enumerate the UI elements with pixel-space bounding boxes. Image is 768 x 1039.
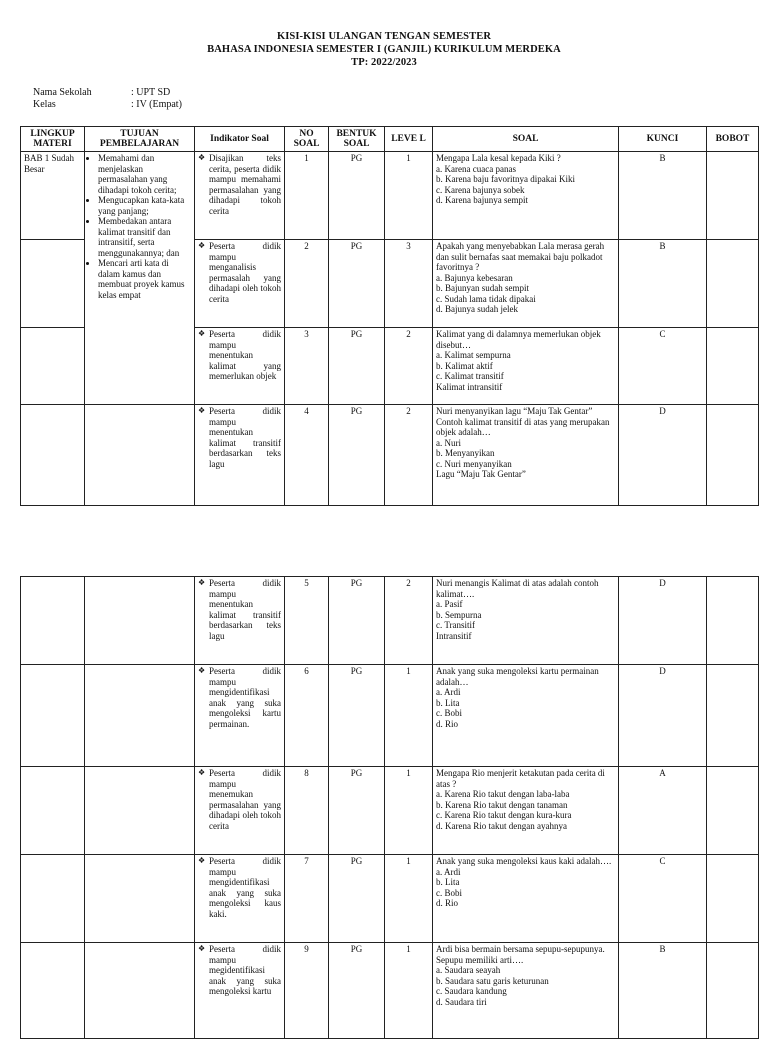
tujuan-pembelajaran-cell [85, 665, 195, 767]
indikator-cell [195, 152, 285, 240]
bentuk-soal-cell: PG [329, 577, 385, 665]
indikator-text: Peserta didik mampu menentukan kalimat yang memerlukan objek [209, 329, 281, 381]
indikator-text: Peserta didik mampu menganalisis permasalah yang dihadapi oleh tokoh cerita [209, 241, 281, 304]
diamond-bullet-icon: ❖ [198, 944, 206, 953]
soal-cell [433, 577, 619, 665]
answer-option: a. Bajunya kebesaran [436, 272, 513, 283]
tujuan-item: • Mencari arti kata di dalam kamus dan membuat proyek kamus kelas empat [98, 258, 191, 300]
kunci-cell: D [619, 577, 707, 665]
diamond-bullet-icon: ❖ [198, 153, 206, 162]
answer-option: c. Karena bajunya sobek [436, 184, 525, 195]
table-row [21, 943, 759, 1039]
kunci-cell: C [619, 328, 707, 405]
diamond-bullet-icon: ❖ [198, 406, 206, 415]
kisi-table-page-2 [20, 576, 759, 1039]
answer-option: b. Karena baju favoritnya dipakai Kiki [436, 174, 575, 184]
title-line-2: BAHASA INDONESIA SEMESTER I (GANJIL) KURIKULUM MERDEKA [207, 44, 561, 55]
answer-option: d. Karena Rio takut dengan ayahnya [436, 820, 567, 831]
indikator-item [198, 578, 281, 641]
answer-option: Lagu “Maju Tak Gentar” [436, 469, 526, 479]
question-stem: Mengapa Rio menjerit ketakutan pada cerita di atas ? [436, 768, 605, 789]
bentuk-soal-cell: PG [329, 767, 385, 855]
indikator-cell [195, 328, 285, 405]
header-soal: SOAL [433, 127, 619, 152]
header-bobot: BOBOT [707, 127, 759, 152]
bentuk-soal-cell: PG [329, 943, 385, 1039]
school-identity [33, 87, 182, 111]
tujuan-pembelajaran-cell [85, 152, 195, 405]
title-line-1: KISI-KISI ULANGAN TENGAN SEMESTER [276, 31, 492, 42]
kunci-cell: B [619, 152, 707, 240]
question-stem: Ardi bisa bermain bersama sepupu-sepupunya. Sepupu memiliki arti…. [436, 944, 605, 965]
table-row [21, 767, 759, 855]
level-cell: 3 [385, 240, 433, 328]
soal-cell [433, 405, 619, 506]
answer-option: a. Nuri [436, 437, 461, 448]
answer-option: b. Sempurna [436, 609, 482, 620]
answer-option: Intransitif [436, 630, 472, 641]
indikator-cell [195, 767, 285, 855]
indikator-text: Peserta didik mampu mengidentifikasi anak yang suka mengoleksi kaus kaki. [209, 856, 281, 919]
header-kunci: KUNCI [619, 127, 707, 152]
table-row [21, 665, 759, 767]
tujuan-item: • Memahami dan menjelaskan permasalahan yang dihadapi tokoh cerita; [98, 153, 191, 195]
answer-option: Kalimat intransitif [436, 381, 503, 392]
question-stem: Apakah yang menyebabkan Lala merasa gerah dan sulit bernafas saat memakai baju polkadot favoritnya ? [436, 241, 605, 272]
bobot-cell [707, 943, 759, 1039]
level-cell: 2 [385, 405, 433, 506]
answer-option: d. Karena bajunya sempit [436, 195, 528, 205]
answer-option: a. Saudara seayah [436, 965, 501, 975]
tujuan-pembelajaran-cell [85, 943, 195, 1039]
class-label: Kelas [33, 99, 56, 110]
no-soal-cell: 9 [285, 943, 329, 1039]
answer-option: d. Saudara tiri [436, 996, 487, 1007]
answer-option: a. Kalimat sempurna [436, 350, 511, 360]
kunci-cell: A [619, 767, 707, 855]
answer-option: c. Karena Rio takut dengan kura-kura [436, 810, 572, 820]
answer-option: c. Sudah lama tidak dipakai [436, 293, 536, 304]
answer-option: b. Lita [436, 697, 460, 708]
level-cell: 1 [385, 767, 433, 855]
indikator-item [198, 241, 281, 304]
level-cell: 1 [385, 152, 433, 240]
no-soal-cell: 6 [285, 665, 329, 767]
indikator-item [198, 329, 281, 382]
tujuan-list [88, 153, 191, 300]
answer-option: a. Pasif [436, 599, 463, 609]
school-row [33, 87, 182, 99]
lingkup-materi-cell: BAB 1 Sudah Besar [21, 152, 85, 240]
kunci-cell: C [619, 855, 707, 943]
question-stem: Mengapa Lala kesal kepada Kiki ? [436, 153, 561, 163]
table-row [21, 577, 759, 665]
bobot-cell [707, 855, 759, 943]
kunci-cell: B [619, 943, 707, 1039]
soal-cell [433, 855, 619, 943]
soal-cell [433, 767, 619, 855]
answer-option: a. Ardi [436, 687, 461, 697]
no-soal-cell: 4 [285, 405, 329, 506]
answer-option: d. Bajunya sudah jelek [436, 304, 518, 314]
school-value: : UPT SD [131, 87, 171, 98]
header-level: LEVE L [385, 127, 433, 152]
bobot-cell [707, 665, 759, 767]
question-stem: Nuri menyanyikan lagu “Maju Tak Gentar” Contoh kalimat transitif di atas yang merupakan objek adalah… [436, 406, 610, 437]
level-cell: 1 [385, 855, 433, 943]
answer-option: c. Kalimat transitif [436, 371, 504, 381]
diamond-bullet-icon: ❖ [198, 768, 206, 777]
indikator-text: Peserta didik mampu menentukan kalimat transitif berdasarkan teks lagu [209, 578, 281, 641]
indikator-item [198, 768, 281, 831]
table-row [21, 405, 759, 506]
lingkup-materi-cell [21, 405, 85, 506]
document-title [0, 30, 768, 69]
answer-option: a. Ardi [436, 866, 461, 877]
tujuan-pembelajaran-cell [85, 855, 195, 943]
answer-option: b. Bajunyan sudah sempit [436, 283, 529, 293]
lingkup-materi-cell [21, 855, 85, 943]
answer-option: b. Kalimat aktif [436, 360, 493, 371]
no-soal-cell: 1 [285, 152, 329, 240]
indikator-cell [195, 405, 285, 506]
indikator-item [198, 153, 281, 216]
soal-cell [433, 943, 619, 1039]
level-cell: 2 [385, 328, 433, 405]
answer-option: a. Karena Rio takut dengan laba-laba [436, 789, 570, 799]
question-stem: Anak yang suka mengoleksi kartu permainan adalah… [436, 666, 599, 687]
tujuan-item: • Membedakan antara kalimat transitif dan intransitif, serta menggunakannya; dan [98, 216, 191, 258]
answer-option: b. Menyanyikan [436, 448, 495, 458]
no-soal-cell: 3 [285, 328, 329, 405]
answer-option: c. Bobi [436, 887, 462, 898]
indikator-cell [195, 577, 285, 665]
bobot-cell [707, 767, 759, 855]
answer-option: c. Saudara kandung [436, 986, 507, 996]
answer-option: d. Rio [436, 898, 459, 908]
bentuk-soal-cell: PG [329, 405, 385, 506]
indikator-text: Peserta didik mampu menentukan kalimat transitif berdasarkan teks lagu [209, 406, 281, 469]
diamond-bullet-icon: ❖ [198, 578, 206, 587]
diamond-bullet-icon: ❖ [198, 329, 206, 338]
bentuk-soal-cell: PG [329, 855, 385, 943]
bentuk-soal-cell: PG [329, 665, 385, 767]
level-cell: 1 [385, 665, 433, 767]
school-label: Nama Sekolah [33, 87, 92, 98]
answer-option: c. Bobi [436, 708, 462, 718]
answer-option: b. Lita [436, 877, 460, 887]
indikator-text: Disajikan teks cerita, peserta didik mampu memahami permasalahan yang dihadapi tokoh cerita [209, 153, 281, 216]
bobot-cell [707, 328, 759, 405]
indikator-cell [195, 665, 285, 767]
no-soal-cell: 8 [285, 767, 329, 855]
no-soal-cell: 5 [285, 577, 329, 665]
indikator-cell [195, 943, 285, 1039]
indikator-item [198, 666, 281, 729]
header-lingkup: LINGKUP MATERI [21, 127, 85, 152]
question-stem: Kalimat yang di dalamnya memerlukan objek disebut… [436, 329, 601, 350]
kisi-table-page-1 [20, 126, 759, 506]
no-soal-cell: 7 [285, 855, 329, 943]
table-row [21, 855, 759, 943]
tujuan-item: • Mengucapkan kata-kata yang panjang; [98, 195, 191, 216]
no-soal-cell: 2 [285, 240, 329, 328]
class-row [33, 99, 182, 111]
level-cell: 1 [385, 943, 433, 1039]
diamond-bullet-icon: ❖ [198, 856, 206, 865]
indikator-text: Peserta didik mampu mengidentifikasi anak yang suka mengoleksi kartu permainan. [209, 666, 281, 729]
lingkup-materi-cell [21, 665, 85, 767]
answer-option: c. Transitif [436, 620, 476, 630]
soal-cell [433, 240, 619, 328]
soal-cell [433, 328, 619, 405]
answer-option: b. Karena Rio takut dengan tanaman [436, 799, 568, 810]
header-tujuan: TUJUAN PEMBELAJARAN [85, 127, 195, 152]
kunci-cell: B [619, 240, 707, 328]
diamond-bullet-icon: ❖ [198, 666, 206, 675]
bentuk-soal-cell: PG [329, 240, 385, 328]
header-no: NO SOAL [285, 127, 329, 152]
answer-option: b. Saudara satu garis keturunan [436, 975, 549, 986]
header-row [21, 127, 759, 152]
diamond-bullet-icon: ❖ [198, 241, 206, 250]
tujuan-pembelajaran-cell [85, 577, 195, 665]
lingkup-materi-cell [21, 577, 85, 665]
bobot-cell [707, 405, 759, 506]
answer-option: a. Karena cuaca panas [436, 163, 516, 174]
level-cell: 2 [385, 577, 433, 665]
indikator-item [198, 406, 281, 469]
class-value: : IV (Empat) [131, 99, 182, 110]
bobot-cell [707, 240, 759, 328]
kunci-cell: D [619, 665, 707, 767]
soal-cell [433, 152, 619, 240]
indikator-item [198, 944, 281, 997]
bobot-cell [707, 152, 759, 240]
tujuan-pembelajaran-cell [85, 767, 195, 855]
question-stem: Anak yang suka mengoleksi kaus kaki adalah…. [436, 856, 612, 866]
tujuan-pembelajaran-cell [85, 405, 195, 506]
bobot-cell [707, 577, 759, 665]
header-indikator: Indikator Soal [195, 127, 285, 152]
lingkup-materi-cell [21, 240, 85, 328]
kunci-cell: D [619, 405, 707, 506]
soal-cell [433, 665, 619, 767]
indikator-item [198, 856, 281, 919]
indikator-cell [195, 240, 285, 328]
title-line-3: TP: 2022/2023 [351, 57, 417, 68]
table-row [21, 152, 759, 240]
lingkup-materi-cell [21, 328, 85, 405]
bentuk-soal-cell: PG [329, 152, 385, 240]
question-stem: Nuri menangis Kalimat di atas adalah contoh kalimat…. [436, 578, 599, 599]
indikator-text: Peserta didik mampu menemukan permasalahan yang dihadapi oleh tokoh cerita [209, 768, 281, 831]
lingkup-materi-cell [21, 767, 85, 855]
indikator-cell [195, 855, 285, 943]
answer-option: c. Nuri menyanyikan [436, 458, 512, 469]
answer-option: d. Rio [436, 718, 459, 729]
lingkup-materi-cell [21, 943, 85, 1039]
header-bentuk: BENTUK SOAL [329, 127, 385, 152]
indikator-text: Peserta didik mampu megidentifikasi anak yang suka mengoleksi kartu [209, 944, 281, 996]
bentuk-soal-cell: PG [329, 328, 385, 405]
